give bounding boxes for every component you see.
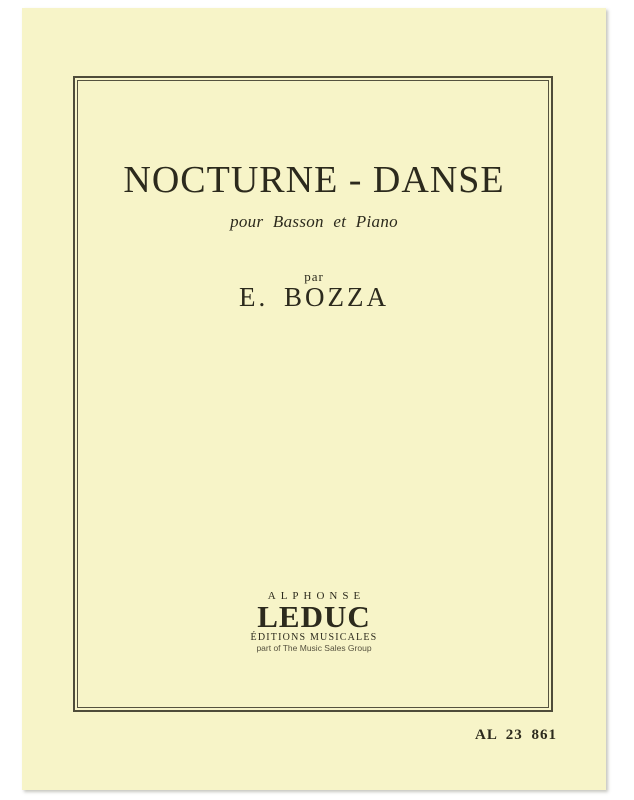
publisher-name-main: LEDUC [257, 599, 371, 634]
publisher-tagline: ÉDITIONS MUSICALES [250, 632, 378, 643]
publisher-group-line: part of The Music Sales Group [256, 643, 372, 653]
cover-page [22, 8, 606, 790]
publisher-name-top: ALPHONSE [267, 590, 366, 602]
composer-name: E. BOZZA [239, 282, 389, 312]
catalog-number: AL 23 861 [474, 727, 557, 743]
publisher-logo [22, 591, 606, 653]
byline-prefix: par [304, 269, 324, 284]
instrumentation-subtitle: pour Basson et Piano [230, 212, 398, 231]
work-title: NOCTURNE - DANSE [123, 159, 505, 201]
